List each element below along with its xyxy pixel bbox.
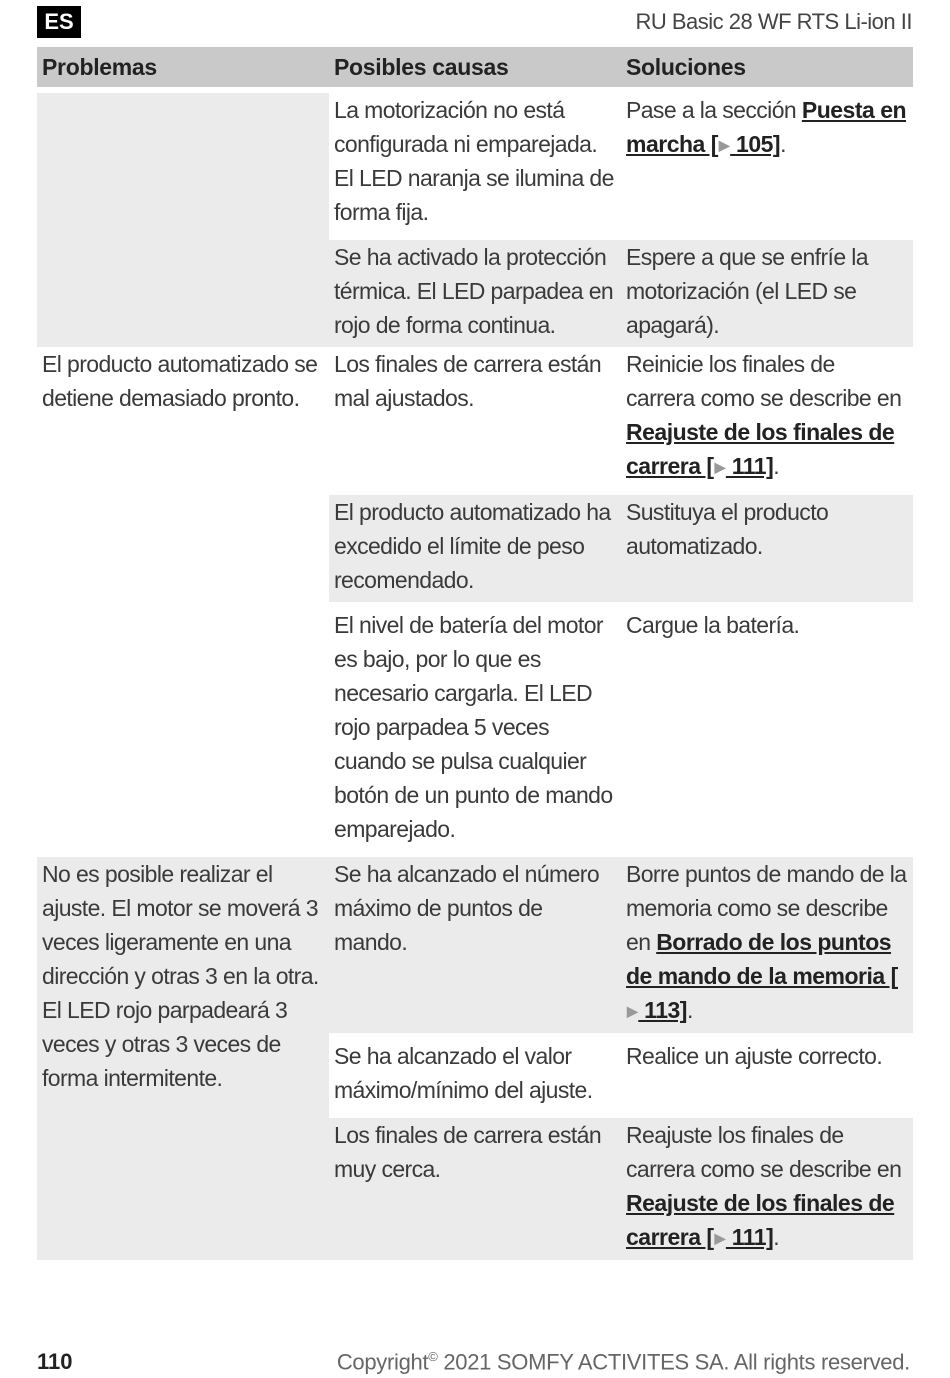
problem-cell: El producto automatizado se detiene demasiado pronto.	[37, 347, 329, 851]
copyright-symbol: ©	[428, 1349, 438, 1364]
reference-page: 113]	[638, 997, 687, 1023]
copyright-notice	[337, 1349, 910, 1375]
solution-cell: Realice un ajuste correcto.	[621, 1033, 913, 1112]
cross-reference-link[interactable]	[626, 929, 898, 1023]
solution-text: Borre puntos de mando de la memoria como se describe en	[626, 861, 907, 955]
cause-cell: Los finales de carrera están mal ajustados.	[329, 347, 621, 489]
table-row	[37, 347, 913, 489]
reference-title: Reajuste de los finales de carrera [	[626, 419, 895, 479]
troubleshooting-table	[37, 47, 913, 1260]
reference-title: Puesta en marcha [	[626, 97, 907, 157]
problem-cell-empty	[37, 93, 329, 347]
cause-cell: El producto automatizado ha excedido el límite de peso recomendado.	[329, 489, 621, 602]
solution-text-end: .	[686, 997, 693, 1023]
reference-page: 111]	[725, 1224, 774, 1250]
cause-cell: Se ha alcanzado el valor máximo/mínimo del ajuste.	[329, 1033, 621, 1112]
cause-cell: Se ha activado la protección térmica. El LED parpadea en rojo de forma continua.	[329, 234, 621, 347]
table-row	[37, 851, 913, 1033]
cause-cell: La motorización no está configurada ni emparejada. El LED naranja se ilumina de forma fija.	[329, 93, 621, 234]
header-solutions: Soluciones	[621, 47, 913, 93]
solution-text: Reinicie los finales de carrera como se describe en	[626, 351, 902, 411]
solution-cell	[621, 347, 913, 489]
reference-page: 105]	[730, 131, 781, 157]
solution-cell: Sustituya el producto automatizado.	[621, 489, 913, 602]
copyright-label: Copyright	[336, 1349, 429, 1375]
cause-cell: Los finales de carrera están muy cerca.	[329, 1112, 621, 1260]
cause-cell: Se ha alcanzado el número máximo de puntos de mando.	[329, 851, 621, 1033]
solution-text-end: .	[773, 453, 780, 479]
solution-text: Reajuste los finales de carrera como se describe en	[626, 1122, 902, 1182]
header-causes: Posibles causas	[329, 47, 621, 93]
reference-title: Reajuste de los finales de carrera [	[626, 1190, 895, 1250]
solution-cell	[621, 93, 913, 234]
page-arrow-icon: ▶	[627, 1003, 638, 1019]
solution-cell	[621, 851, 913, 1033]
document-title: RU Basic 28 WF RTS Li-ion II	[635, 9, 912, 34]
solution-text: Pase a la sección	[626, 97, 802, 123]
solution-cell: Espere a que se enfríe la motorización (el LED se apagará).	[621, 234, 913, 347]
language-badge: ES	[37, 6, 81, 38]
page-arrow-icon: ▶	[718, 137, 730, 153]
reference-page: 111]	[725, 453, 774, 479]
header-problems: Problemas	[37, 47, 329, 93]
reference-title: Borrado de los puntos de mando de la memoria [	[626, 929, 898, 989]
solution-text-end: .	[773, 1224, 780, 1250]
cross-reference-link[interactable]	[626, 419, 894, 479]
solution-cell	[621, 1112, 913, 1260]
page-arrow-icon: ▶	[714, 459, 725, 475]
page-number: 110	[37, 1349, 73, 1374]
cause-cell: El nivel de batería del motor es bajo, por lo que es necesario cargarla. El LED rojo parpadea 5 veces cuando se pulsa cualquier botón de un punto de mando emparejado.	[329, 602, 621, 851]
table-row	[37, 93, 913, 234]
table-header-row	[37, 47, 913, 93]
solution-text-end: .	[780, 131, 786, 157]
page-arrow-icon: ▶	[714, 1230, 725, 1246]
cross-reference-link[interactable]	[626, 1190, 894, 1250]
copyright-text: 2021 SOMFY ACTIVITES SA. All rights reserved.	[437, 1349, 910, 1375]
solution-cell: Cargue la batería.	[621, 602, 913, 851]
problem-cell: No es posible realizar el ajuste. El motor se moverá 3 veces ligeramente en una dirección y otras 3 en la otra. El LED rojo parpadeará 3 veces y otras 3 veces de forma intermitente.	[37, 851, 329, 1260]
